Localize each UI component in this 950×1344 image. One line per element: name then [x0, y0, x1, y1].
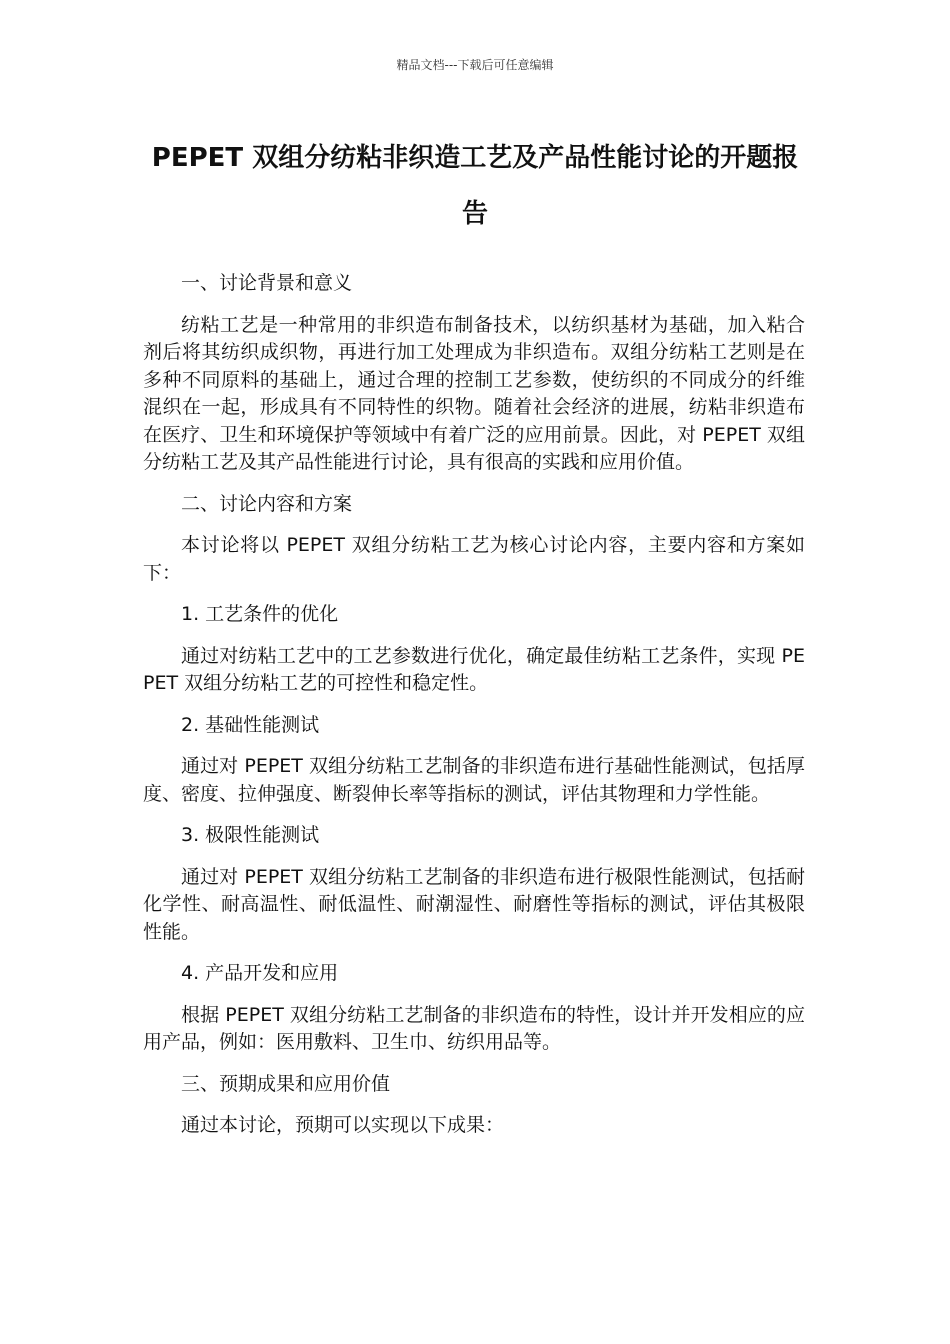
section-heading-content-plan: 二、讨论内容和方案: [181, 492, 353, 515]
document-body: [143, 270, 805, 1154]
subheading-process-optimization: 1. 工艺条件的优化: [181, 603, 339, 625]
paragraph-basic-performance: 通过对 PEPET 双组分纺粘工艺制备的非织造布进行基础性能测试，包括厚度、密度、拉伸强度、断裂伸长率等指标的测试，评估其物理和力学性能。: [143, 755, 805, 805]
paragraph-product-development: 根据 PEPET 双组分纺粘工艺制备的非织造布的特性，设计并开发相应的应用产品，例如：医用敷料、卫生巾、纺织用品等。: [143, 1003, 805, 1053]
document-title: PEPET 双组分纺粘非织造工艺及产品性能讨论的开题报告: [151, 143, 799, 229]
page-header-note: 精品文档---下载后可任意编辑: [396, 58, 554, 72]
subheading-basic-performance: 2. 基础性能测试: [181, 713, 320, 736]
section-heading-expected-results: 三、预期成果和应用价值: [181, 1072, 391, 1095]
paragraph-limit-performance: 通过对 PEPET 双组分纺粘工艺制备的非织造布进行极限性能测试，包括耐化学性、耐高温性、耐低温性、耐潮湿性、耐磨性等指标的测试，评估其极限性能。: [143, 865, 805, 943]
section-heading-background: 一、讨论背景和意义: [181, 272, 353, 294]
subheading-product-development: 4. 产品开发和应用: [181, 962, 339, 984]
paragraph-process-optimization: 通过对纺粘工艺中的工艺参数进行优化，确定最佳纺粘工艺条件，实现 PEPET 双组分纺粘工艺的可控性和稳定性。: [143, 644, 805, 694]
paragraph-background: 纺粘工艺是一种常用的非织造布制备技术，以纺织基材为基础，加入粘合剂后将其纺织成织物，再进行加工处理成为非织造布。双组分纺粘工艺则是在多种不同原料的基础上，通过合理的控制工艺参数，使纺织的不同成分的纤维混织在一起，形成具有不同特性的织物。随着社会经济的进展，纺粘非织造布在医疗、卫生和环境保护等领域中有着广泛的应用前景。因此，对 PEPET 双组分纺粘工艺及其产品性能进行讨论，具有很高的实践和应用价值。: [143, 313, 805, 473]
paragraph-expected-results: 通过本讨论，预期可以实现以下成果：: [181, 1114, 505, 1136]
subheading-limit-performance: 3. 极限性能测试: [181, 824, 320, 846]
paragraph-content-intro: 本讨论将以 PEPET 双组分纺粘工艺为核心讨论内容，主要内容和方案如下：: [143, 534, 805, 584]
